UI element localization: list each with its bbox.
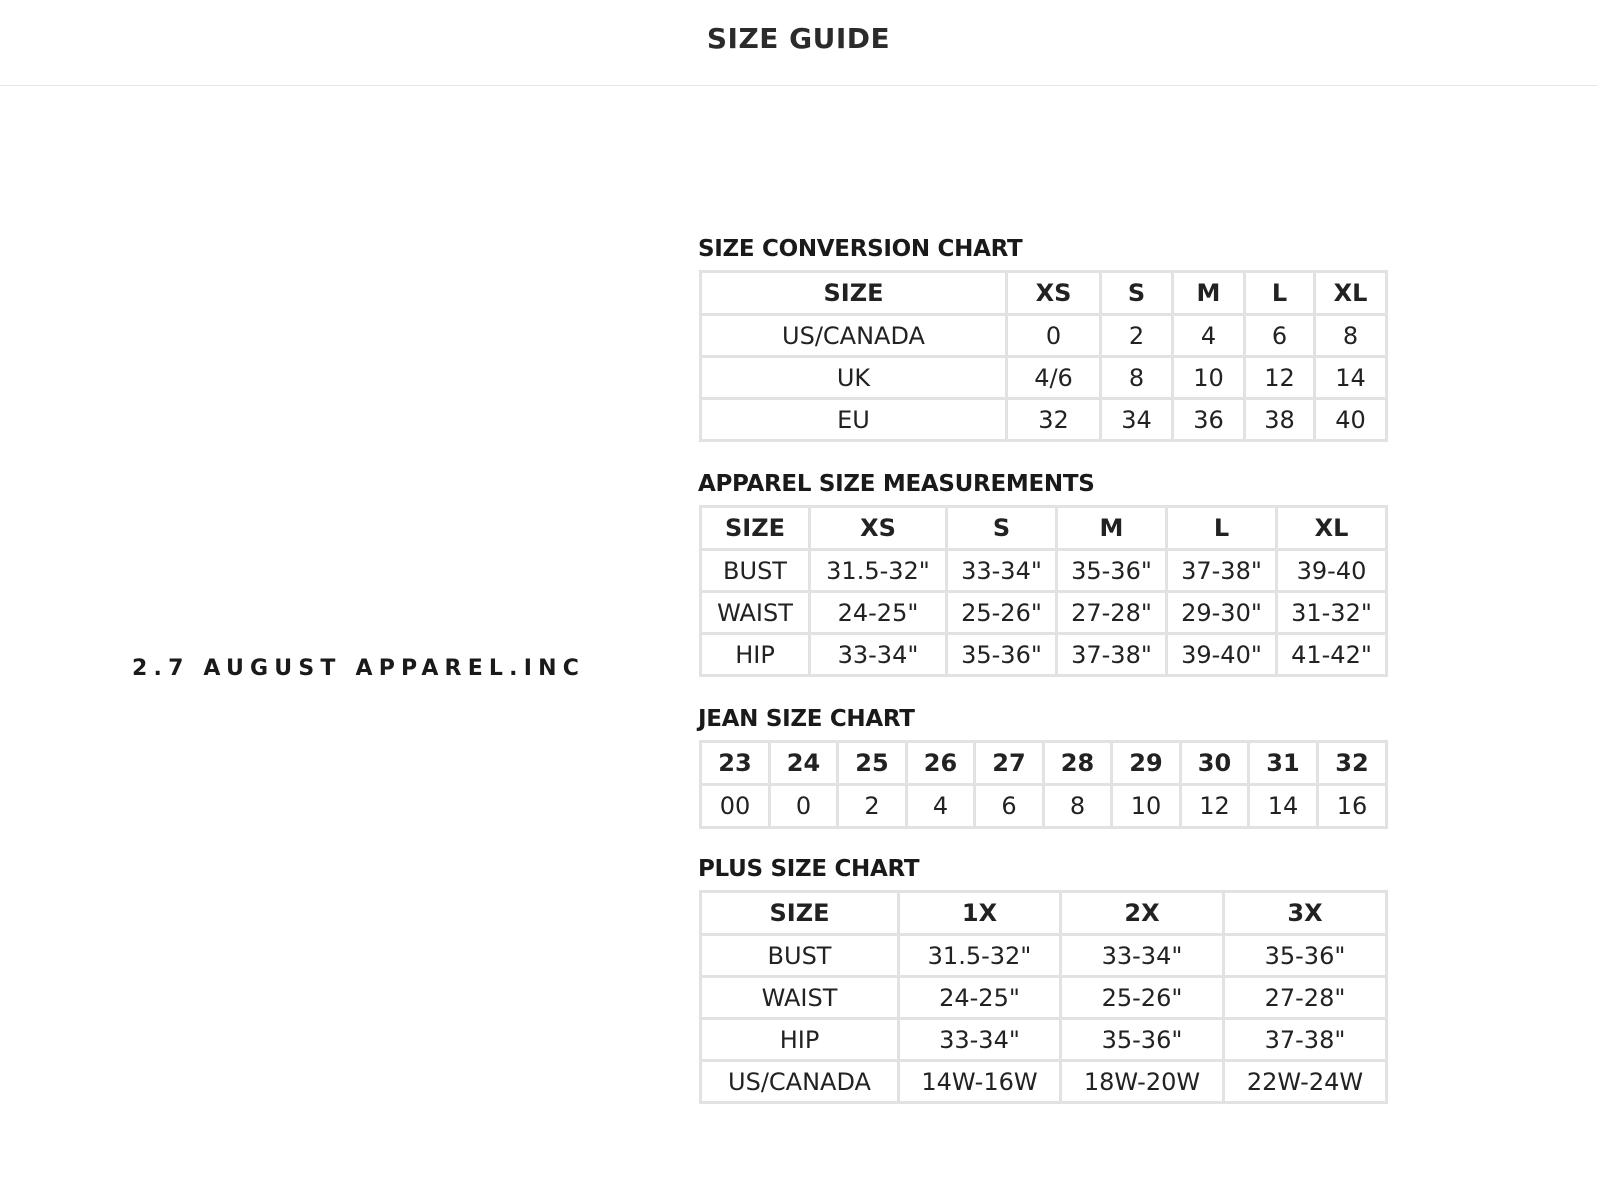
table-cell: 12 [1245,357,1315,399]
table-cell: 31.5-32" [810,550,947,592]
column-header: SIZE [701,507,810,550]
column-header: 30 [1181,742,1249,785]
plus-chart-title: PLUS SIZE CHART [698,856,920,882]
table-cell: 39-40" [1167,634,1277,676]
column-header: 27 [975,742,1044,785]
table-cell: 4 [1173,315,1245,357]
table-cell: 33-34" [899,1019,1061,1061]
row-label-cell: US/CANADA [701,315,1007,357]
table-cell: 0 [770,785,838,828]
table-cell: 24-25" [899,977,1061,1019]
table-row [701,634,1387,676]
table-cell: 8 [1101,357,1173,399]
row-label-cell: WAIST [701,592,810,634]
conversion-chart-title: SIZE CONVERSION CHART [698,236,1023,262]
table-cell: 8 [1044,785,1112,828]
header-bar [0,0,1597,86]
table-cell: 4/6 [1007,357,1101,399]
table-cell: 31.5-32" [899,935,1061,977]
table-cell: 10 [1173,357,1245,399]
table-cell: 14W-16W [899,1061,1061,1103]
table-row [701,592,1387,634]
table-row [701,315,1387,357]
table-cell: 12 [1181,785,1249,828]
table-cell: 32 [1007,399,1101,441]
table-cell: 41-42" [1277,634,1387,676]
table-cell: 16 [1318,785,1387,828]
column-header: SIZE [701,272,1007,315]
column-header: 24 [770,742,838,785]
table-header-row [701,742,1387,785]
table-header-row [701,272,1387,315]
table-cell: 35-36" [1224,935,1387,977]
table-cell: 25-26" [947,592,1057,634]
column-header: 32 [1318,742,1387,785]
table-cell: 35-36" [947,634,1057,676]
table-cell: 37-38" [1224,1019,1387,1061]
table-header-row [701,892,1387,935]
row-label-cell: BUST [701,935,899,977]
row-label-cell: 00 [701,785,770,828]
row-label-cell: UK [701,357,1007,399]
table-row [701,1019,1387,1061]
column-header: M [1173,272,1245,315]
brand-name: 2.7 AUGUST APPAREL.INC [132,656,586,681]
table-cell: 4 [907,785,975,828]
table-row [701,399,1387,441]
column-header: 29 [1112,742,1181,785]
table-cell: 29-30" [1167,592,1277,634]
table-row [701,785,1387,828]
row-label-cell: HIP [701,634,810,676]
table-cell: 6 [975,785,1044,828]
column-header: XS [1007,272,1101,315]
column-header: S [1101,272,1173,315]
column-header: 23 [701,742,770,785]
table-cell: 14 [1315,357,1387,399]
table-cell: 27-28" [1224,977,1387,1019]
row-label-cell: BUST [701,550,810,592]
table-cell: 18W-20W [1061,1061,1224,1103]
table-cell: 36 [1173,399,1245,441]
table-cell: 22W-24W [1224,1061,1387,1103]
table-cell: 33-34" [947,550,1057,592]
column-header: 31 [1249,742,1318,785]
conversion-chart-table [699,270,1388,442]
table-cell: 14 [1249,785,1318,828]
table-cell: 35-36" [1061,1019,1224,1061]
table-cell: 10 [1112,785,1181,828]
column-header: SIZE [701,892,899,935]
table-row [701,977,1387,1019]
table-cell: 27-28" [1057,592,1167,634]
row-label-cell: WAIST [701,977,899,1019]
row-label-cell: US/CANADA [701,1061,899,1103]
column-header: L [1245,272,1315,315]
column-header: S [947,507,1057,550]
column-header: XL [1315,272,1387,315]
jean-chart-table [699,740,1388,829]
table-cell: 2 [1101,315,1173,357]
table-cell: 35-36" [1057,550,1167,592]
table-row [701,935,1387,977]
table-row [701,550,1387,592]
page-title: SIZE GUIDE [706,22,891,55]
column-header: XL [1277,507,1387,550]
column-header: 2X [1061,892,1224,935]
table-cell: 37-38" [1057,634,1167,676]
table-row [701,357,1387,399]
table-cell: 38 [1245,399,1315,441]
column-header: L [1167,507,1277,550]
column-header: 26 [907,742,975,785]
table-cell: 25-26" [1061,977,1224,1019]
table-cell: 40 [1315,399,1387,441]
table-cell: 34 [1101,399,1173,441]
table-cell: 33-34" [1061,935,1224,977]
table-header-row [701,507,1387,550]
table-cell: 33-34" [810,634,947,676]
plus-chart-table [699,890,1388,1104]
column-header: 1X [899,892,1061,935]
column-header: 28 [1044,742,1112,785]
column-header: M [1057,507,1167,550]
column-header: XS [810,507,947,550]
apparel-chart-title: APPAREL SIZE MEASUREMENTS [698,471,1095,497]
table-cell: 39-40 [1277,550,1387,592]
table-cell: 6 [1245,315,1315,357]
row-label-cell: EU [701,399,1007,441]
table-cell: 24-25" [810,592,947,634]
table-cell: 8 [1315,315,1387,357]
table-cell: 31-32" [1277,592,1387,634]
apparel-chart-table [699,505,1388,677]
jean-chart-title: JEAN SIZE CHART [698,706,915,732]
column-header: 25 [838,742,907,785]
table-cell: 37-38" [1167,550,1277,592]
table-cell: 0 [1007,315,1101,357]
table-row [701,1061,1387,1103]
row-label-cell: HIP [701,1019,899,1061]
column-header: 3X [1224,892,1387,935]
table-cell: 2 [838,785,907,828]
